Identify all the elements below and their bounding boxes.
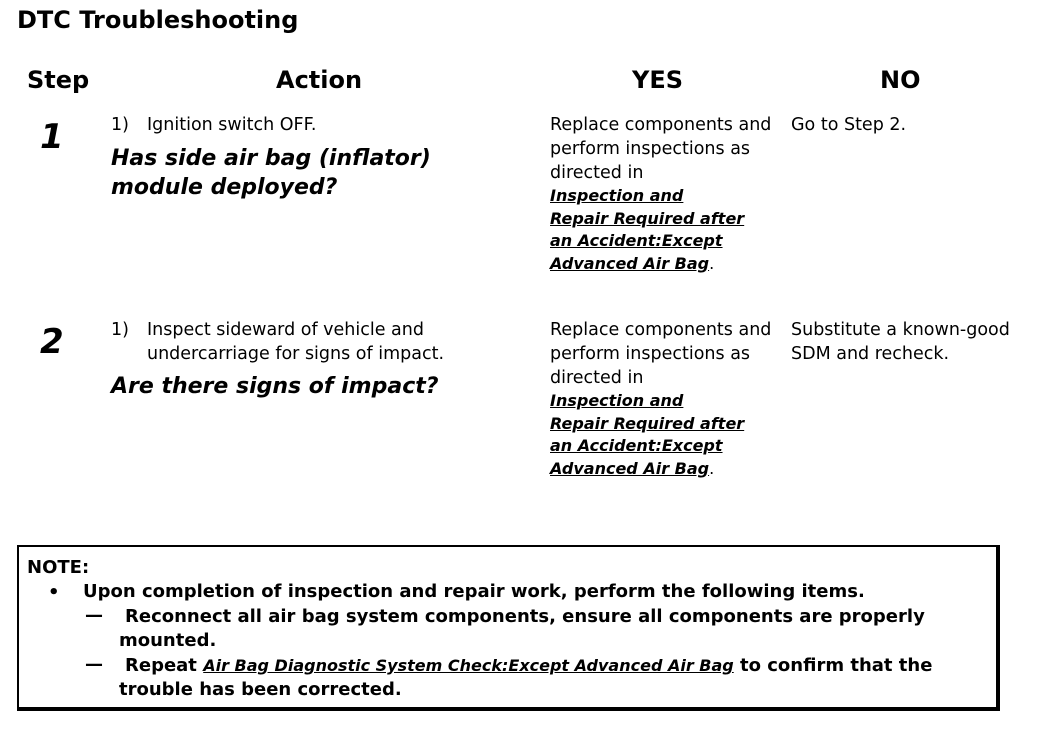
step-2-action-index: 1) xyxy=(111,320,129,340)
step-1-action-text: Ignition switch OFF. xyxy=(147,115,317,135)
step-1-question-line1: Has side air bag (inflator) xyxy=(111,146,431,171)
page-title: DTC Troubleshooting xyxy=(17,6,299,34)
step-2-action-text: Inspect sideward of vehicle and xyxy=(147,320,424,340)
step-2-action xyxy=(111,318,444,401)
step-2-number: 2 xyxy=(40,322,64,362)
column-header-step: Step xyxy=(27,66,90,94)
step-1-yes-cell xyxy=(550,113,780,275)
note-item-2 xyxy=(119,654,989,702)
step-1-number: 1 xyxy=(40,117,64,157)
step-2-yes-link-line2[interactable]: Repair Required after xyxy=(550,413,745,433)
note-bullet-text: Upon completion of inspection and repair work, perform the following items. xyxy=(83,581,865,602)
note-item-1 xyxy=(119,605,989,653)
step-2-action-text-cont: undercarriage for signs of impact. xyxy=(147,344,445,364)
step-1-question-line2: module deployed? xyxy=(111,175,338,200)
note-item-2-after: to confirm that the trouble has been corrected. xyxy=(119,655,933,700)
step-2-yes-cell xyxy=(550,318,780,480)
note-item-2-before: Repeat xyxy=(125,655,197,676)
step-2-no-text: Substitute a known-good SDM and recheck. xyxy=(791,320,1010,364)
column-header-no: NO xyxy=(880,66,921,94)
step-1-action xyxy=(111,113,431,202)
note-label: NOTE: xyxy=(27,557,90,578)
column-header-action: Action xyxy=(276,66,363,94)
step-1-no-text: Go to Step 2. xyxy=(791,115,907,135)
note-item-1-text: Reconnect all air bag system components, ensure all components are properly mounted. xyxy=(119,606,925,651)
step-1-yes-link-line2[interactable]: Repair Required after xyxy=(550,208,745,228)
step-1-yes-text: Replace components and perform inspections as directed in xyxy=(550,115,772,183)
note-dash-icon: — xyxy=(85,605,103,626)
step-1-yes-link-line3[interactable]: an Accident:Except xyxy=(550,231,723,250)
note-bullet-icon: • xyxy=(48,582,60,603)
step-2-yes-link-line1[interactable]: Inspection and xyxy=(550,391,684,410)
step-2-yes-text: Replace components and perform inspections as directed in xyxy=(550,320,772,388)
step-1-yes-link-line4[interactable]: Advanced Air Bag xyxy=(550,253,710,273)
step-2-yes-period: . xyxy=(709,458,715,478)
note-box xyxy=(17,545,1000,711)
step-1-yes-period: . xyxy=(709,253,715,273)
step-1-yes-link-line1[interactable]: Inspection and xyxy=(550,186,684,205)
column-header-yes: YES xyxy=(632,66,684,94)
step-2-question-line1: Are there signs of impact? xyxy=(111,374,439,399)
note-item-2-link[interactable]: Air Bag Diagnostic System Check:Except Advanced Air Bag xyxy=(203,656,734,675)
step-2-yes-link-line4[interactable]: Advanced Air Bag xyxy=(550,458,710,478)
step-2-yes-link-line3[interactable]: an Accident:Except xyxy=(550,436,723,455)
step-1-action-index: 1) xyxy=(111,115,129,135)
note-dash-icon: — xyxy=(85,654,103,675)
